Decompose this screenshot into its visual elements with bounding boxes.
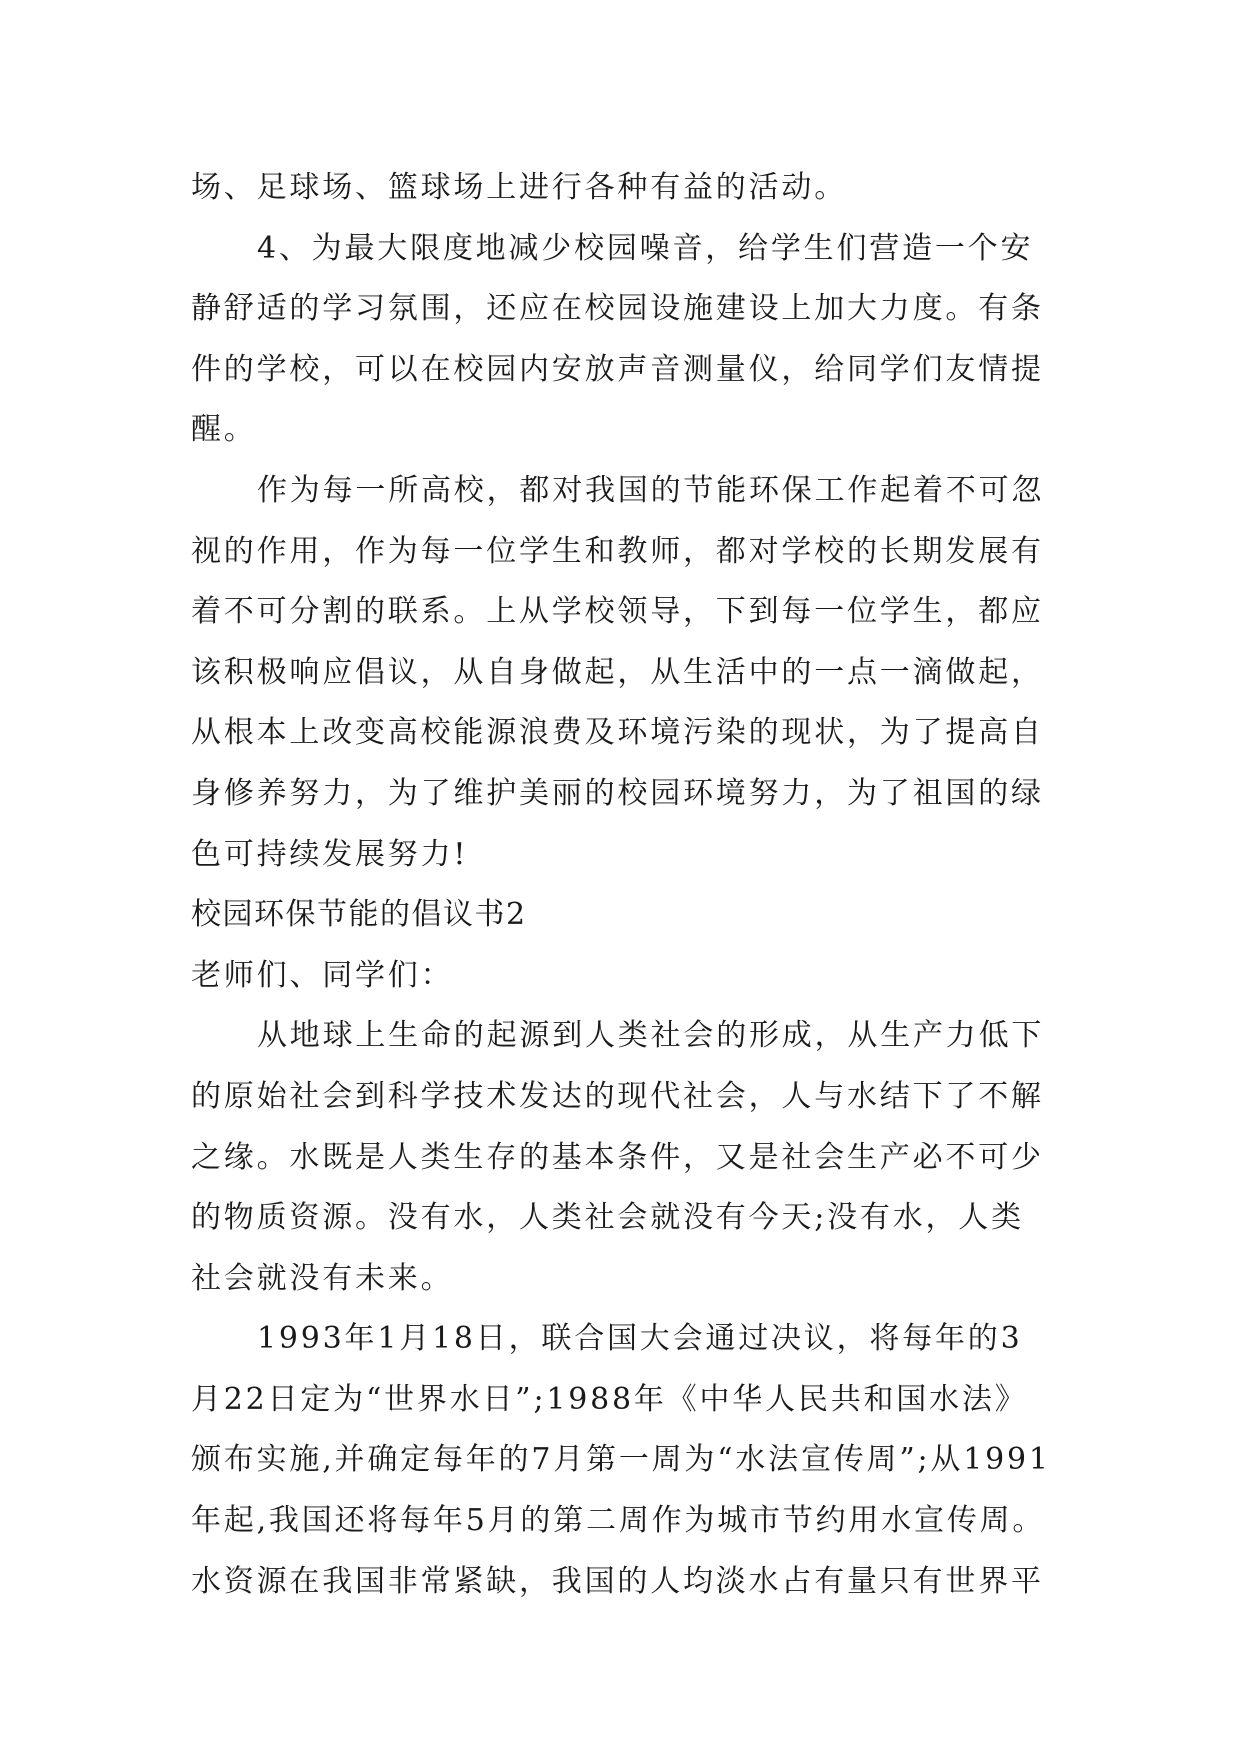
text-line: 4、为最大限度地减少校园噪音，给学生们营造一个安 [257, 230, 1034, 266]
text-line: 从地球上生命的起源到人类社会的形成，从生产力低下 [257, 1018, 1045, 1054]
text-line: 静舒适的学习氛围，还应在校园设施建设上加大力度。有条 [191, 291, 1044, 327]
text-line: 醒。 [191, 412, 257, 448]
text-line: 月22日定为“世界水日”;1988年《中华人民共和国水法》 [191, 1381, 1028, 1417]
text-line: 件的学校，可以在校园内安放声音测量仪，给同学们友情提 [191, 351, 1044, 387]
text-line: 颁布实施,并确定每年的7月第一周为“水法宣传周”;从1991 [191, 1442, 1051, 1478]
text-line: 1993年1月18日，联合国大会通过决议，将每年的3 [257, 1321, 1023, 1357]
text-line: 着不可分割的联系。上从学校领导，下到每一位学生，都应 [191, 594, 1044, 630]
text-line: 从根本上改变高校能源浪费及环境污染的现状，为了提高自 [191, 715, 1044, 751]
text-line: 年起,我国还将每年5月的第二周作为城市节约用水宣传周。 [191, 1503, 1046, 1539]
text-line: 之缘。水既是人类生存的基本条件，又是社会生产必不可少 [191, 1139, 1044, 1175]
text-line: 的原始社会到科学技术发达的现代社会，人与水结下了不解 [191, 1078, 1044, 1114]
text-line: 水资源在我国非常紧缺，我国的人均淡水占有量只有世界平 [191, 1563, 1044, 1599]
text-line: 的物质资源。没有水，人类社会就没有今天;没有水，人类 [191, 1200, 1024, 1236]
section-title: 校园环保节能的倡议书2 [191, 897, 527, 933]
text-line: 视的作用，作为每一位学生和教师，都对学校的长期发展有 [191, 533, 1044, 569]
document-body [191, 158, 1071, 1612]
text-line: 场、足球场、篮球场上进行各种有益的活动。 [191, 170, 847, 205]
text-line: 社会就没有未来。 [191, 1260, 454, 1296]
text-line: 该积极响应倡议，从自身做起，从生活中的一点一滴做起， [191, 654, 1044, 690]
text-line: 色可持续发展努力! [191, 836, 469, 872]
text-line: 身修养努力，为了维护美丽的校园环境努力，为了祖国的绿 [191, 775, 1044, 811]
salutation: 老师们、同学们： [191, 957, 454, 993]
text-line: 作为每一所高校，都对我国的节能环保工作起着不可忽 [257, 472, 1045, 508]
